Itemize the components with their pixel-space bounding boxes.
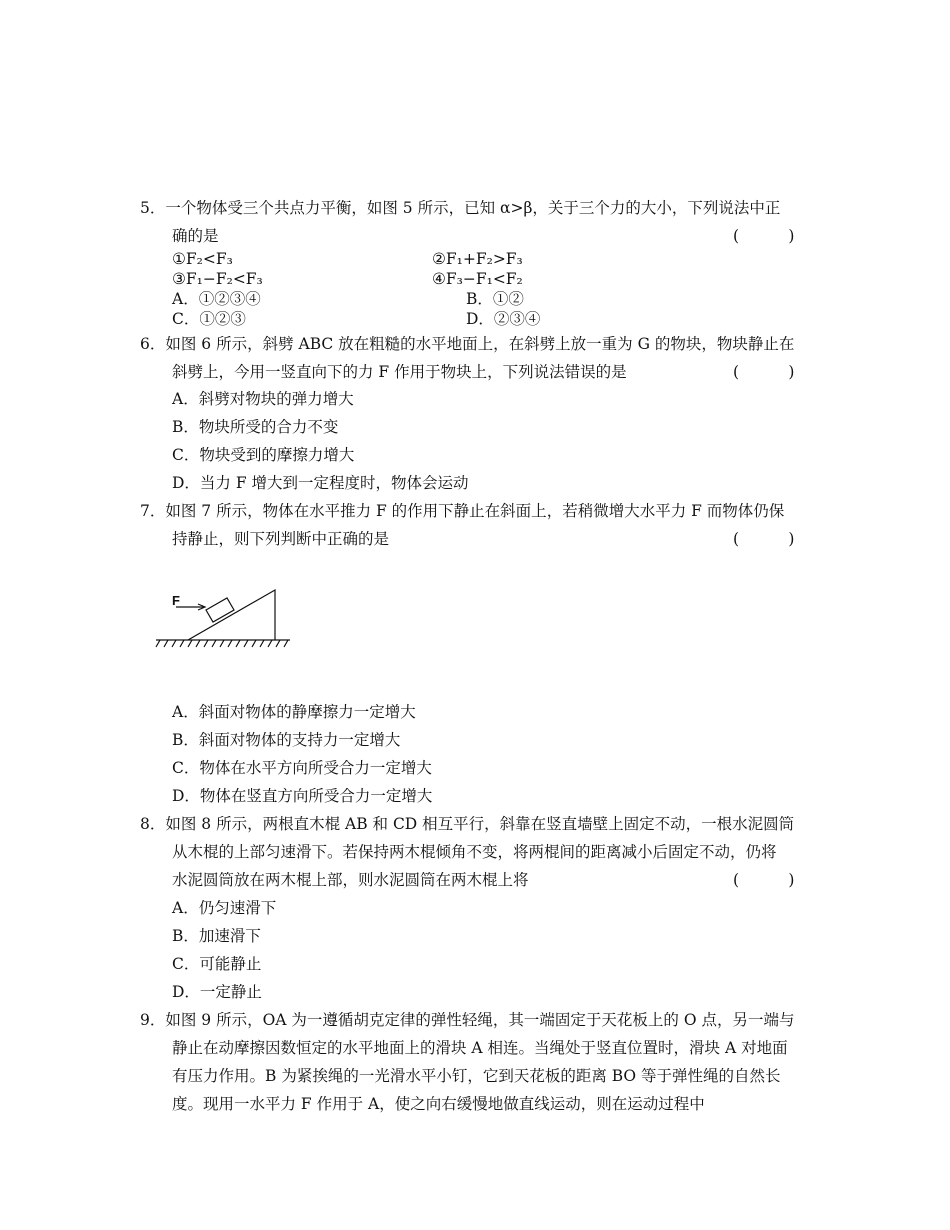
- q6-stem-line1: 6．如图 6 所示，斜劈 ABC 放在粗糙的水平地面上，在斜劈上放一重为 G 的物块，物块静止在: [140, 335, 795, 353]
- q8-option-d: D．一定静止: [172, 983, 262, 1001]
- q6-option-d: D．当力 F 增大到一定程度时，物体会运动: [172, 474, 469, 492]
- q7-stem-line2: 持静止，则下列判断中正确的是: [172, 530, 390, 548]
- q7-stem-line1: 7．如图 7 所示，物体在水平推力 F 的作用下静止在斜面上，若稍微增大水平力 F 而物体仍保: [140, 502, 785, 520]
- q9-stem-line1: 9．如图 9 所示，OA 为一遵循胡克定律的弹性轻绳，其一端固定于天花板上的 O 点，另一端与: [140, 1011, 795, 1029]
- q8-option-c: C．可能静止: [172, 955, 262, 973]
- q8-stem-line1: 8．如图 8 所示，两根直木棍 AB 和 CD 相互平行，斜靠在竖直墙壁上固定不动，一根水泥圆筒: [140, 815, 795, 833]
- q6-stem-line2: 斜劈上，今用一竖直向下的力 F 作用于物块上，下列说法错误的是: [172, 363, 627, 381]
- q6-option-a: A．斜劈对物块的弹力增大: [172, 390, 354, 408]
- q8-stem-line2: 从木棍的上部匀速滑下。若保持两木棍倾角不变，将两棍间的距离减小后固定不动，仍将: [172, 843, 777, 861]
- q5-condition-1: ①F₂<F₃: [172, 250, 233, 268]
- q5-condition-4: ④F₃−F₁<F₂: [432, 270, 523, 288]
- q5-option-a: A．①②③④: [172, 290, 261, 308]
- q9-stem-line2: 静止在动摩擦因数恒定的水平地面上的滑块 A 相连。当绳处于竖直位置时，滑块 A 对地面: [172, 1039, 788, 1057]
- figure-7-incline-diagram: [154, 584, 294, 650]
- q6-option-c: C．物块受到的摩擦力增大: [172, 446, 355, 464]
- fig7-block: [206, 598, 234, 622]
- fig7-ground-hatching: [156, 640, 288, 647]
- q7-option-a: A．斜面对物体的静摩擦力一定增大: [172, 703, 416, 721]
- q8-option-b: B．加速滑下: [172, 927, 261, 945]
- q8-option-a: A．仍匀速滑下: [172, 899, 277, 917]
- fig7-incline-wedge: [188, 590, 275, 640]
- q9-stem-line3: 有压力作用。B 为紧挨绳的一光滑水平小钉，它到天花板的距离 BO 等于弹性绳的自然长: [172, 1067, 781, 1085]
- q8-answer-paren: ( ): [733, 871, 795, 889]
- q5-answer-paren: ( ): [733, 227, 795, 245]
- q5-option-c: C．①②③: [172, 310, 246, 328]
- fig7-force-label: F: [172, 593, 180, 608]
- q8-stem-line3: 水泥圆筒放在两木棍上部，则水泥圆筒在两木棍上将: [172, 871, 529, 889]
- q5-condition-2: ②F₁+F₂>F₃: [432, 250, 523, 268]
- q5-option-b: B．①②: [466, 290, 524, 308]
- q5-condition-3: ③F₁−F₂<F₃: [172, 270, 263, 288]
- q6-answer-paren: ( ): [733, 363, 795, 381]
- q9-stem-line4: 度。现用一水平力 F 作用于 A，使之向右缓慢地做直线运动，则在运动过程中: [172, 1095, 705, 1113]
- q7-option-d: D．物体在竖直方向所受合力一定增大: [172, 787, 433, 805]
- q5-option-d: D．②③④: [466, 310, 541, 328]
- q5-stem-line2: 确的是: [172, 227, 219, 245]
- q7-option-b: B．斜面对物体的支持力一定增大: [172, 731, 401, 749]
- q7-option-c: C．物体在水平方向所受合力一定增大: [172, 759, 432, 777]
- q5-stem-line1: 5．一个物体受三个共点力平衡，如图 5 所示，已知 α>β，关于三个力的大小，下列说法中正: [140, 199, 781, 217]
- q7-answer-paren: ( ): [733, 530, 795, 548]
- q6-option-b: B．物块所受的合力不变: [172, 418, 339, 436]
